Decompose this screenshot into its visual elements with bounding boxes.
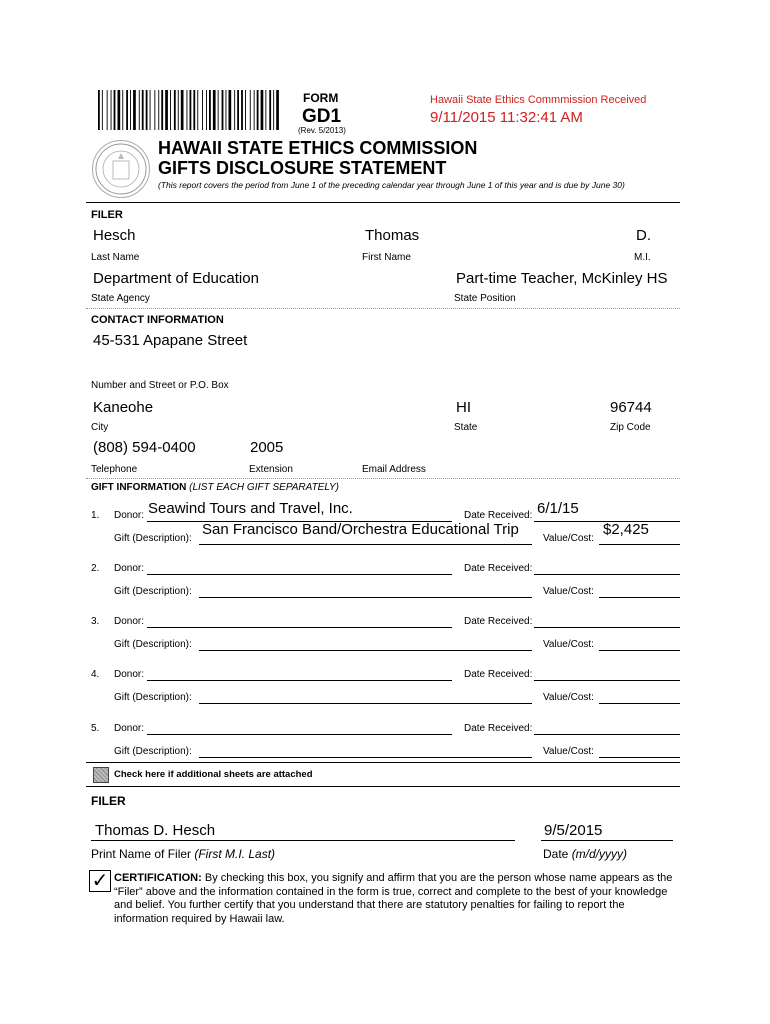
donor-line xyxy=(147,574,452,575)
certification-body: By checking this box, you signify and affirm that you are the person whose name appears as the “Filer” above and the information contained in the form is true, correct and complete to the best of your knowledge and belief. You further certify that you understand that there are statutory penalties for failing to report the information required by Hawaii law. xyxy=(114,872,673,925)
donor-line xyxy=(147,627,452,628)
gift-description-label: Gift (Description): xyxy=(114,692,192,703)
gift-description-label: Gift (Description): xyxy=(114,639,192,650)
donor-line xyxy=(147,734,452,735)
first-name-label: First Name xyxy=(362,252,411,263)
city-label: City xyxy=(91,422,109,433)
value-cost-label: Value/Cost: xyxy=(543,586,594,597)
certification-checkbox[interactable] xyxy=(89,870,111,892)
last-name-value[interactable]: Hesch xyxy=(93,227,136,244)
gift-description-line xyxy=(199,650,532,651)
printed-name-value[interactable]: Thomas D. Hesch xyxy=(95,822,216,839)
state-agency-label: State Agency xyxy=(91,293,150,304)
value-cost-line xyxy=(599,597,680,598)
gift-description-label: Gift (Description): xyxy=(114,586,192,597)
value-cost-line xyxy=(599,757,680,758)
donor-label: Donor: xyxy=(114,510,145,521)
contact-section-label: CONTACT INFORMATION xyxy=(91,314,224,326)
value-cost-line xyxy=(599,650,680,651)
state-position-value[interactable]: Part-time Teacher, McKinley HS xyxy=(456,270,668,287)
certification-label: CERTIFICATION: xyxy=(114,872,202,884)
date-received-value[interactable]: 6/1/15 xyxy=(537,500,579,517)
street-value[interactable]: 45-531 Apapane Street xyxy=(93,332,248,349)
email-label: Email Address xyxy=(362,464,426,475)
form-code: GD1 xyxy=(302,106,342,127)
first-name-value[interactable]: Thomas xyxy=(365,227,420,244)
check-mark-icon: ✓ xyxy=(91,870,109,892)
signature-section-label: FILER xyxy=(91,794,126,808)
state-value[interactable]: HI xyxy=(456,399,471,416)
date-received-line xyxy=(534,734,680,735)
gift-number: 4. xyxy=(91,669,100,680)
gift-number: 3. xyxy=(91,616,100,627)
gift-description-label: Gift (Description): xyxy=(114,746,192,757)
print-name-hint: (First M.I. Last) xyxy=(194,847,276,861)
donor-label: Donor: xyxy=(114,616,145,627)
value-cost-value[interactable]: $2,425 xyxy=(603,521,649,538)
date-received-label: Date Received: xyxy=(464,616,533,627)
divider xyxy=(86,786,680,787)
print-name-label: Print Name of Filer xyxy=(91,847,195,861)
barcode xyxy=(96,88,284,132)
form-label: FORM xyxy=(303,91,339,105)
gift-section-label: GIFT INFORMATION xyxy=(91,482,187,493)
donor-label: Donor: xyxy=(114,723,145,734)
state-position-label: State Position xyxy=(454,293,516,304)
revision-note: (Rev. 5/2013) xyxy=(298,126,346,135)
date-caption xyxy=(543,847,627,861)
page-subtitle: GIFTS DISCLOSURE STATEMENT xyxy=(158,158,447,178)
received-label: Hawaii State Ethics Commmission Received xyxy=(430,94,647,106)
date-received-label: Date Received: xyxy=(464,669,533,680)
period-note: (This report covers the period from June 1 of the preceding calendar year through June 1 of this year and is due by June 30) xyxy=(158,180,625,190)
donor-value[interactable]: Seawind Tours and Travel, Inc. xyxy=(148,500,353,517)
gift-section-heading xyxy=(91,482,339,493)
telephone-label: Telephone xyxy=(91,464,138,475)
date-received-line xyxy=(534,627,680,628)
date-hint: (m/d/yyyy) xyxy=(571,847,628,861)
value-cost-label: Value/Cost: xyxy=(543,639,594,650)
gift-number: 2. xyxy=(91,563,100,574)
gift-description-line xyxy=(199,757,532,758)
value-cost-line xyxy=(599,703,680,704)
value-cost-label: Value/Cost: xyxy=(543,533,594,544)
date-received-label: Date Received: xyxy=(464,723,533,734)
print-name-caption xyxy=(91,847,275,861)
value-cost-label: Value/Cost: xyxy=(543,746,594,757)
date-received-label: Date Received: xyxy=(464,563,533,574)
gift-description-line xyxy=(199,597,532,598)
divider xyxy=(86,202,680,203)
gift-description-line xyxy=(199,544,532,545)
state-agency-value[interactable]: Department of Education xyxy=(93,270,259,287)
gift-number: 1. xyxy=(91,510,100,521)
middle-initial-value[interactable]: D. xyxy=(636,227,651,244)
value-cost-label: Value/Cost: xyxy=(543,692,594,703)
zip-value[interactable]: 96744 xyxy=(610,399,652,416)
zip-label: Zip Code xyxy=(610,422,651,433)
date-received-line xyxy=(534,574,680,575)
certification-text xyxy=(114,872,682,926)
gift-number: 5. xyxy=(91,723,100,734)
state-seal-icon xyxy=(92,140,150,198)
extension-label: Extension xyxy=(249,464,293,475)
telephone-value[interactable]: (808) 594-0400 xyxy=(93,439,196,456)
gift-section-note: (LIST EACH GIFT SEPARATELY) xyxy=(189,482,339,493)
gift-description-label: Gift (Description): xyxy=(114,533,192,544)
signature-date-line xyxy=(541,840,673,841)
divider xyxy=(86,762,680,763)
additional-sheets-checkbox[interactable] xyxy=(93,767,109,783)
donor-line xyxy=(147,680,452,681)
divider xyxy=(86,308,680,309)
last-name-label: Last Name xyxy=(91,252,140,263)
page-title: HAWAII STATE ETHICS COMMISSION xyxy=(158,138,478,158)
received-timestamp: 9/11/2015 11:32:41 AM xyxy=(430,109,583,126)
gift-description-line xyxy=(199,703,532,704)
date-received-label: Date Received: xyxy=(464,510,533,521)
donor-label: Donor: xyxy=(114,669,145,680)
date-received-line xyxy=(534,680,680,681)
donor-label: Donor: xyxy=(114,563,145,574)
divider xyxy=(86,478,680,479)
street-label: Number and Street or P.O. Box xyxy=(91,380,229,391)
mi-label: M.I. xyxy=(634,252,651,263)
gift-description-value[interactable]: San Francisco Band/Orchestra Educational Trip xyxy=(202,521,519,538)
additional-sheets-label: Check here if additional sheets are attached xyxy=(114,769,313,780)
date-label: Date xyxy=(543,847,572,861)
filer-section-label: FILER xyxy=(91,209,123,221)
extension-value[interactable]: 2005 xyxy=(250,439,284,456)
value-cost-line xyxy=(599,544,680,545)
printed-name-line xyxy=(91,840,515,841)
city-value[interactable]: Kaneohe xyxy=(93,399,154,416)
signature-date-value[interactable]: 9/5/2015 xyxy=(544,822,603,839)
state-label: State xyxy=(454,422,478,433)
